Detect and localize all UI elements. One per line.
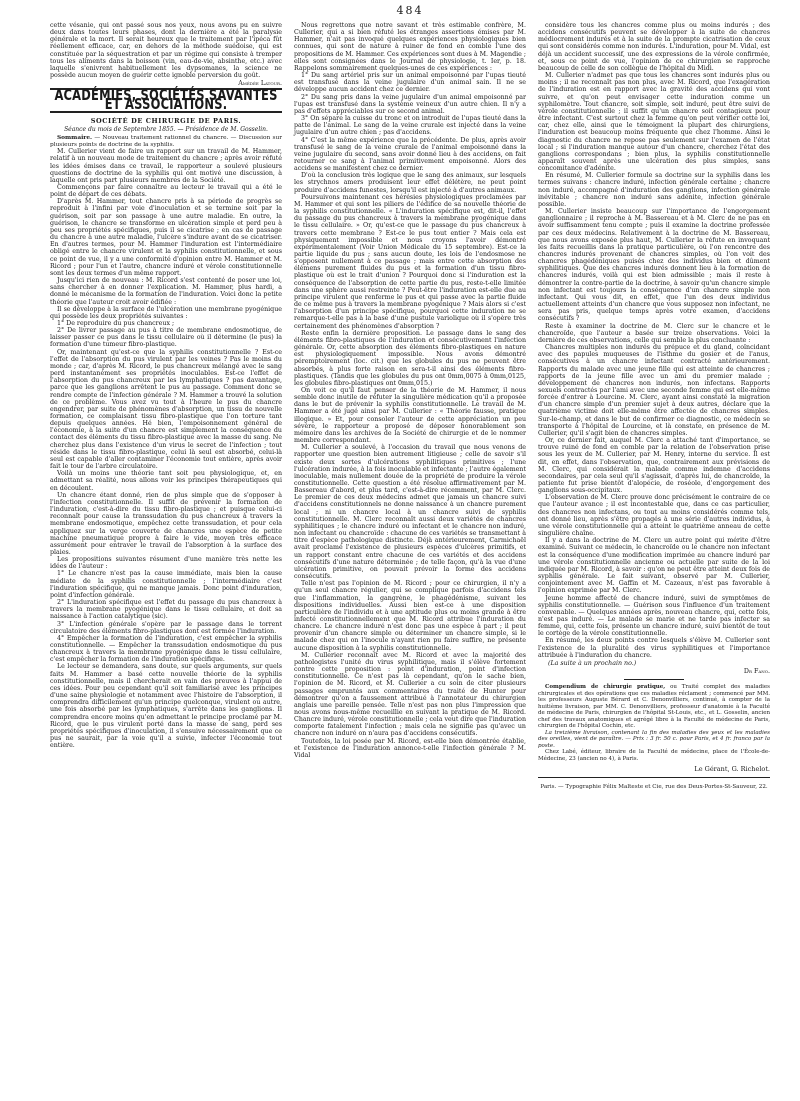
body-paragraph: Les propositions suivantes résument d'une manière très nette les idées de l'auteur : (50, 556, 282, 571)
body-paragraph: 1° Du sang artériel pris sur un animal empoisonné par l'upas tieuté est transfusé dans la veine jugulaire d'un animal sain. Il ne se développe aucun accident chez ce dernier. (294, 72, 526, 94)
body-paragraph: M. Cullerier insiste beaucoup sur l'importance de l'engorgement ganglionnaire ; il reproche à M. Bassereau et à M. Clerc de ne pas en avoir suffisamment tenu compte ; puis il examine la doctrine professée par ces deux médecins. Relativement à la doctrine de M. Bassereau, que nous avons exposée plus haut, M. Cullerier la réfute en invoquant les faits recueillis dans la pratique particulière, où l'on rencontre des chancres indurés provenant de chancres simples, où l'on voit des chancres phagédéniques puisés chez des individus bien et dûment syphilitiques. Que des chancres indurés donnent lieu à la formation de chancres indurés, voilà qui est bien admissible ; mais il reste à démontrer la contre-partie de la doctrine, à savoir qu'un chancre simple non infectant est toujours la conséquence d'un chancre simple non infectant. Qui vous dit, en effet, que l'un des deux individus actuellement atteints d'un chancre que vous supposez non infectant, ne sera pas pris, quelque temps après votre examen, d'accidens consécutifs ? (538, 208, 770, 323)
author-signature: Dr Fano. (743, 668, 770, 676)
body-paragraph: 3° L'infection générale s'opère par le passage dans le torrent circulatoire des éléments fibro-plastiques dont est formée l'induration. (50, 620, 282, 635)
body-paragraph: 2° Du sang pris dans la veine jugulaire d'un animal empoisonné par l'upas est transfusé dans la système veineux d'un autre chien. Il n'y a pas d'effets appréciables sur ce second animal. (294, 93, 526, 115)
printer-line: Paris. — Typographie Félix Malteste et Cie, rue des Deux-Portes-St-Sauveur, 22. (540, 784, 768, 791)
body-paragraph: 1° Le chancre n'est pas la cause immédiate, mais bien la cause médiate de la syphilis constitutionnelle ; l'intermédiaire c'est l'induration spécifique, qui ne manque jamais. Donc point d'induration, point d'infection générale. (50, 570, 282, 599)
body-paragraph: Toutefois, la loi posée par M. Ricord, est-elle bien démontrée établie, et l'existence de l'induration annonce-t-elle l'infection générale ? M. Vidal (294, 737, 526, 759)
body-paragraph: Le lecteur se demandera, sans doute, sur quels arguments, sur quels faits M. Hammer a basé cette nouvelle théorie de la syphilis constitutionnelle, mais il chercherait en vain des preuves à l'appui de ces idées. Pour peu cependant qu'il soit familiarisé avec les principes d'une saine physiologie et notamment avec l'histoire de l'absorption, il comprendra difficilement qu'un principe quelconque, virulent ou autre, une fois absorbé par les lymphatiques, s'arrête dans les ganglions. Il comprendra encore moins qu'en admettant le principe proclamé par M. Ricord, que le pus virulent porté dans la masse de sang, perd ses propriétés spécifiques d'inoculation, il s'ensuive nécessairement que ce pus ne saurait, par la voie qu'il a suivie, infecter l'économie tout entière. (50, 663, 282, 750)
bibliography-paragraph-2: La treizième livraison, contenant la fin des maladies des yeux et les maladies des oreilles, vient de paraître. — Prix : 3 fr. 50 c. pour Paris, et 4 fr. franco par la poste. (538, 729, 770, 749)
body-paragraph: 4° C'est la même expérience que la précédente. De plus, après avoir transfusé le sang de la veine crurale de l'animal empoisonné dans la veine jugulaire du second, sans avoir donné lieu à des accidens, on fait retourner ce sang à l'animal primitivement empoisonné. Alors des accidens se manifestent chez ce dernier. (294, 136, 526, 173)
bibliography-paragraph-3: Chez Labé, éditeur, libraire de la Faculté de médecine, place de l'École-de-Médecine, 23 (ancien no 4), à Paris. (538, 749, 770, 762)
society-name: SOCIÉTÉ DE CHIRURGIE DE PARIS. (90, 116, 242, 125)
column-2 (294, 22, 526, 759)
body-paragraph: Il y a dans la doctrine de M. Clerc un autre point qui mérite d'être examiné. Suivant ce médecin, le chancroïde ou le chancre non infectant est la conséquence d'une modification imprimée au chancre induré par une vérole constitutionnelle ancienne ou actuelle par suite de la loi indiquée par M. Ricord, à savoir : qu'on ne peut être atteint deux fois de syphilis générale. Le fait suivant, observé par M. Cullerier, conjointement avec M. Gaffin et M. Cazeaux, n'est pas favorable à l'opinion exprimée par M. Clerc. (538, 537, 770, 595)
intro-signature: Amédée Latour. (238, 80, 282, 88)
bibliography (538, 684, 770, 762)
body-paragraph: Telle n'est pas l'opinion de M. Ricord ; pour ce chirurgien, il n'y a qu'un seul chancre régulier, qui se complique parfois d'accidens tels que l'inflammation, la gangrène, le phagédénisme, suivant les dispositions individuelles. Aussi bien est-ce à une disposition particulière de l'individu et à une aptitude plus ou moins grande à être infecté constitutionnellement que M. Ricord attribue l'induration du chancre. Le chancre induré n'est donc pas une espèce à part ; il peut provenir d'un chancre simple ou déterminer un chancre simple, si le malade chez qui on l'inocule n'ayant rien pu faire suffire, ne présente aucune disposition à la syphilis constitutionnelle. (294, 580, 526, 652)
bibliography-divider (624, 679, 684, 680)
body-paragraph: M. Cullerier reconnaît avec M. Ricord et avec la majorité des pathologistes l'unité du virus syphilitique, mais il s'élève fortement contre cette proposition : point d'induration, point d'infection constitutionnelle. Ce n'est pas là cependant, qu'on le sache bien, l'opinion de M. Ricord, et M. Cullerier a cu soin de citer plusieurs passages empruntés aux commentaires du traité de Hunter pour démontrer qu'on a faussement attribué à l'annotateur du chirurgien anglais une pareille pensée. Telle n'est pas non plus l'impression que nous avons nous-même recueillie en suivant la pratique de M. Ricord. Chancre induré, vérole constitutionnelle ; cela veut dire que l'induration comporte fatalement l'infection ; mais cela ne signifie pas qu'avec un chancre non induré on n'aura pas d'accidens consécutifs. (294, 651, 527, 738)
bibliography-title: Compendium de chirurgie pratique, (545, 684, 666, 691)
session-line: Séance du mois de Septembre 1855. — Présidence de M. Gosselin. (64, 125, 268, 133)
body-paragraph: 2° L'induration spécifique est l'effet du passage du pus chancreux à travers la membrane pyogénique dans le tissu cellulaire, et doit sa naissance à l'action catalytique (sic). (50, 599, 282, 621)
body-paragraph: Jeune homme affecté de chancre induré, suivi de symptômes de syphilis constitutionnelle. — Guérison sous l'influence d'un traitement convenable. — Quelques années après, nouveau chancre, qui, cette fois, n'est pas induré. — Le malade se marie et ne tarde pas infecter sa femme, qui, cette fois, présente un chancre induré, suivi bientôt de tout le cortège de la vérole constitutionnelle. (538, 594, 770, 638)
body-paragraph: 2° De livrer passage au pus à titre de membrane endosmotique, de laisser passer ce pus dans le tissu cellulaire où il détermine (le pus) la formation d'une tumeur fibro-plastique. (50, 327, 282, 349)
bibliography-text: ou Traité complet des maladies chirurgicales et des opérations que ces maladies réclament ; commencé par MM. les professeurs Auguste Bérard et C. Denonvilliers, continué, à compter de la huitième livraison, par MM. C. Denonvilliers, professeur d'anatomie à la Faculté de médecine de Paris, chirurgien de l'hôpital St-Louis, etc., et L. Gosselin, ancien chef des travaux anatomiques et agrégé libre à la Faculté de médecine de Paris, chirurgien de l'hôpital Cochin, etc. (538, 684, 770, 730)
body-paragraph: En résumé, M. Cullerier formule sa doctrine sur la syphilis dans les termes suivans : chancre induré, infection générale certaine ; chancre non induré, accompagné d'induration des ganglions, infection générale inévitable ; chancre non induré sans adénite, infection générale possible. (538, 172, 770, 208)
body-paragraph: En résumé, les deux points contre lesquels s'élève M. Cullerier sont l'existence de la pluralité des virus syphilitiques et l'importance attribuée à l'induration du chancre. (538, 637, 770, 659)
body-paragraph: Poursuivons maintenant ces hérésies physiologiques proclamées par M. Hammer et qui sont les piliers de l'édifice de sa nouvelle théorie de la syphilis constitutionnelle. « L'induration spécifique est, dit-il, l'effet du passage du pus chancreux à travers la membrane pyogénique dans le tissu cellulaire. » Or, qu'est-ce que le passage du pus chancreux à travers cette membrane ? Est-ce le pus tout entier ? Mais cela est physiquement impossible et nous croyons l'avoir démontré expérimentalement (Voir Union Médicale du 15 septembre). Est-ce la partie liquide du pus ; sans aucun doute, les lois de l'endosmose ne s'opposent nullement à ce passage ; mais entre cette absorption des élémens purement fluides du pus et la formation d'un tissu fibro-plastique où est le trait d'union ? Pourquoi donc si l'induration est la conséquence de l'absorption de cette partie du pus, reste-t-elle limitée dans une sphère aussi restreinte ? Peut-être l'induration est-elle due au principe virulent que renferme le pus et qui passe avec la partie fluide de ce même pus à travers la membrane pyogénique ? Mais alors si c'est l'absorption d'un principe spécifique, pourquoi cette induration ne se remarque-t-elle pas à la base d'une pustule variolique où il s'opère très certainement des phénomènes d'absorption ? (294, 193, 526, 330)
summary (50, 135, 282, 148)
column-2-body (294, 22, 526, 759)
summary-text: — Nouveau traitement rationnel du chancre. — Discussion sur plusieurs points de doctrine de la syphilis. (50, 135, 282, 148)
body-paragraph: D'où la conclusion très logique que le sang des animaux, sur lesquels les strychnos amers produisent leur effet délétère, ne peut point produire d'accidens funestes, lorsqu'il est injecté à d'autres animaux. (294, 172, 526, 194)
page-number: 484 (396, 4, 424, 17)
body-paragraph: considère tous les chancres comme plus ou moins indurés ; des accidens consécutifs peuvent se développer à la suite de chancres médiocrement indurés et à la suite de la prompte cicatrisation de ceux qui sont considérés comme non indurés. L'induration, pour M. Vidal, est déjà un accident successif, une des expressions de la vérole confirmée, et, sous ce point de vue, l'opinion de ce chirurgien se rapproche beaucoup de celle de son collègue de l'hôpital du Midi. (538, 22, 770, 72)
body-paragraph: M. Cullerier a soulevé, à l'occasion du travail que nous venons de rapporter une question bien autrement litigieuse ; celle de savoir s'il existe deux sortes d'ulcérations syphilitiques primitives ; l'une l'ulcération indurée, à la fois inoculable et infectante ; l'autre également inoculable, mais nullement douée de la propriété de produire la vérole constitutionnelle. Cette question a été résolue affirmativement par M. Bassereau d'abord, et plus tard, c'est-à-dire récemment, par M. Clerc. Le premier de ces deux médecins admet que jamais un chancre suivi d'accidens constitutionnels ne donne naissance à un chancre purement local ; ni un chancre local à un chancre suivi de syphilis constitutionnelle. M. Clerc reconnaît aussi deux variétés de chancres syphilitiques ; le chancre induré ou infectant et le chancre non induré, non infectant ou chancroïde : chacune de ces variétés se transmettant à titre d'espèce pathologique distincte. Déjà antérieurement, Carmichaël avait proclamé l'existence de plusieurs espèces d'ulcères primitifs, et un rapport constant entre chacune de ces variétés et des accidens consécutifs d'une nature déterminée ; de telle façon, qu'à la vue d'une ulcération primitive, on pouvait prévoir la forme des accidens consécutifs. (294, 444, 526, 581)
intro-paragraph: cette vésanie, qui ont passé sous nos yeux, nous avons pu en suivre deux dans toutes leurs phases, dont la dernière a été la paralysie générale et la mort. Il serait heureux que le traitement par l'ipéca fût réellement efficace, car, en dehors de la méthode suédoise, qui est constituée par la séquestration et par un régime qui consiste à tremper tous les aliments dans la boisson (vin, eau-de-vie, absinthe, etc.) avec laquelle s'enivrent habituellement les dypsomanes, la science ne possède aucun moyen de guérir cette ignoble perversion du goût. (50, 22, 282, 80)
body-paragraph: Reste enfin la dernière proposition. Le passage dans le sang des éléments fibro-plastiques de l'induration et consécutivement l'infection générale. Or, cette absorption des éléments fibro-plastiques en nature est physiologiquement impossible. Nous avons démontré péremptoirement (loc. cit.) que les globules du pus ne peuvent être absorbés, à plus forte raison en sera-t-il ainsi des éléments fibro-plastiques. (Tandis que les globules du pus ont 0mm,0075 à 0mm,0125, les globules fibro-plastiques ont 0mm,015.) (294, 329, 526, 387)
body-paragraph: M. Cullerier n'admet pas que tous les chancres sont indurés plus ou moins ; il ne reconnaît pas non plus, avec M. Ricord, que l'exagération de l'induration est en rapport avec la gravité des accidens qui vont suivre, et qu'on peut envisager cette induration comme un syphilomètre. Tout chancre, soit simple, soit induré, peut être suivi de vérole constitutionnelle ; il suffit qu'un chancre soit contagieux pour être infectant. C'est surtout chez la femme qu'on peut vérifier cette loi, car, chez elle, ainsi que le témoignent la plupart des chirurgiens, l'induration est beaucoup moins fréquente que chez l'homme. Ainsi le diagnostic du chancre ne repose pas seulement sur l'examen de l'état local ; si l'induration manque autour d'un chancre, cherchez l'état des ganglions correspondans ; bien plus, la syphilis constitutionnelle apparaît souvent après une ulcération des plus simples, sans concomitance d'adénite. (538, 72, 770, 173)
column-3-body (538, 22, 770, 659)
to-be-continued: (La suite à un prochain no.) (548, 659, 637, 667)
body-paragraph: On voit ce qu'il faut penser de la théorie de M. Hammer, il nous semble donc inutile de réfuter la singulière médication qu'il a proposée dans le but de prévenir la syphilis constitutionnelle. Le travail de M. Hammer a été jugé ainsi par M. Cullerier : « Théorie fausse, pratique illogique. » Et, pour consoler l'auteur de cette appréciation un peu sévère, le rapporteur a proposé de déposer honorablement son mémoire dans les archives de la Société de chirurgie et de le nommer membre correspondant. (294, 386, 526, 445)
body-paragraph: 4° Empêcher la formation de l'induration, c'est empêcher la syphilis constitutionnelle. — Empêcher la transsudation endosmotique du pus chancreux à travers la membrane pyogénique dans le tissu cellulaire, c'est empêcher la formation de l'induration spécifique. (50, 634, 282, 664)
body-paragraph: Chancres multiples non indurés du prépuce et du gland, coïncidant avec des papules muqueuses de l'isthme du gosier et de l'anus, consécutives à un chancre infectant contracté antérieurement. Rapports du malade avec une jeune fille qui est atteinte de chancres ; rapports de la jeune fille avec un ami du premier malade ; développement de chancres non indurés, non infectans. Rapports sexuels contractés par l'ami avec une seconde femme qui est elle-même forcée d'entrer à Lourcine. M. Clerc, ayant ainsi constaté la migration d'un chancre simple d'un premier sujet à deux autres, déclare que la quatrième victime doit elle-même être affectée de chancres simples. Sur-le-champ, et dans le but de confirmer ce diagnostic, ce médecin se transporte à l'hôpital de Lourcine, et là constate, en présence de M. Cullerier, qu'il s'agit bien de chancres simples. (538, 344, 770, 437)
newspaper-page (50, 0, 770, 1101)
printer-divider (538, 777, 770, 778)
body-paragraph: 3° On sépare la cuisse du tronc et on introduit de l'upas tieuté dans la patte de l'animal. Le sang de la veine crurale est injecté dans la veine jugulaire d'un autre chien ; pas d'accidens. (294, 115, 526, 137)
body-paragraph: Voilà un moins une théorie tant soit peu physiologique, et, en admettant sa réalité, nous allons voir les principes thérapeutiques qui en découlent. (50, 470, 282, 492)
body-paragraph: Nous regrettons que notre savant et très estimable confrère, M. Cullerier, qui a si bien réfuté les étranges assertions émises par M. Hammer, n'ait pas invoqué quelques expériences physiologiques bien connues, qui sont de nature à ruiner de fond en comble l'une des propositions de M. Hammer. Ces expériences sont dues à M. Magendie ; elles sont consignées dans le Journal de physiologie, t. Ier, p. 18. Rappelons sommairement quelques-unes de ces expériences : (294, 22, 526, 72)
body-paragraph: Or, ce dernier fait, auquel M. Clerc a attaché tant d'importance, se trouve ruiné de fond en comble par la relation de l'observation prise sous les yeux de M. Cullerier, par M. Henry, interne du service. Il est dit, en effet, dans l'observation, que, contrairement aux prévisions de M. Clerc, qui considérait la malade comme indemne d'accidens secondaires, par cela seul qu'il s'agissait, d'après lui, de chancroïde, la patiente fut prise bientôt d'alopécie, de roséole, d'engorgement des ganglions sous-occipitaux. (538, 437, 770, 495)
body-paragraph: Un chancre étant donné, rien de plus simple que de s'opposer à l'infection constitutionnelle. Il suffit de prévenir la formation de l'induration, c'est-à-dire du tissu fibro-plastique ; et puisque celui-ci reconnaît pour cause la transsudation du pus chancreux à travers la membrane endosmotique, empêchez cette transsudation, et pour cela appliquez sur la verge couverte de chancres une espèce de petite machine pneumatique propre à faire le vide, moyen très efficace assurément pour entraver le travail de l'absorption à la surface des plaies. (50, 491, 282, 556)
body-paragraph: L'observation de M. Clerc prouve donc précisément le contraire de ce que l'auteur avance ; il est incontestable que, dans ce cas particulier, des chancres non infectans, ou tout au moins considérés comme tels, ont donné lieu, après s'être propagés à une série d'autres individus, à une vérole constitutionnelle qui a atteint le quatrième anneau de cette singulière chaîne. (538, 494, 770, 538)
body-paragraph: Or, maintenant qu'est-ce que la syphilis constitutionnelle ? Est-ce l'effet de l'absorption du pus virulent par les veines ? Pas le moins du monde ; car, d'après M. Ricord, le pus chancreux mélangé avec le sang perd instantanément ses propriétés inoculables. Est-ce l'effet de l'absorption du pus chancreux par les lymphatiques ? pas davantage, parce que les ganglions arrêtent le pus au passage. Comment donc se rendre compte de l'infection générale ? M. Hammer a trouvé la solution de ce problème. Vous avez vu tout à l'heure le pus du chancre engendrer, par suite de phénomènes d'absorption, un tissu de nouvelle formation, ce complaisant tissu fibro-plastique que l'on torture tant depuis quelques années. Hé bien, l'empoisonnement général de l'économie, à la suite d'un chancre est simplement la conséquence du contact des éléments du tissu fibro-plastique avec la masse du sang. Ne cherchez plus dans l'existence d'un virus le secret de l'infection ; tout réside dans le tissu fibro-plastique, celui là seul est absorbé, celui-là seul est capable d'aller contaminer l'économie tout entière, après avoir fait le tour de l'arbre circulatoire. (50, 348, 282, 471)
section-title: ACADÉMIES, SOCIÉTÉS SAVANTES ET ASSOCIATIONS. (54, 86, 278, 114)
body-paragraph: 1° De reproduire du pus chancreux ; (57, 319, 175, 327)
body-paragraph: Commençons par faire connaître au lecteur le travail qui a été le point de départ de ces débats. (50, 184, 282, 199)
body-paragraph: Reste à examiner la doctrine de M. Clerc sur le chancre et le chancroïde, que l'auteur a basée sur treize observations. Voici la dernière de ces observations, celle qui semble la plus concluante : (538, 322, 770, 344)
manager-signature: Le Gérant, G. Richelot. (694, 765, 770, 774)
column-3 (538, 22, 770, 792)
body-paragraph: M. Cullerier vient de faire un rapport sur un travail de M. Hammer, relatif à un nouveau mode de traitement du chancre ; après avoir réfuté les idées émises dans ce travail, le rapporteur a soulevé plusieurs questions de doctrine de la syphilis qui ont motivé une discussion, à laquelle ont pris part plusieurs membres de la Société. (50, 148, 282, 184)
body-paragraph: Il se développe à la surface de l'ulcération une membrane pyogénique qui possède les deux propriétés suivantes : (50, 305, 282, 320)
column-1-body (50, 148, 282, 749)
column-1 (50, 22, 282, 749)
body-paragraph: D'après M. Hammer, tout chancre pris à sa période de progrès se reproduit à l'infini par voie d'inoculation et se termine soit par la guérison, soit par son passage à une autre maladie. En outre, la guérison, le chancre se transforme en ulcération simple et perd peu à peu ses propriétés spécifiques, puis il se cicatrise ; en cas de passage du chancre à une autre maladie, l'ulcère s'indure avant de se cicatriser. En d'autres termes, pour M. Hammer l'induration est l'intermédiaire obligé entre le chancre virulent et la syphilis constitutionnelle, et sous ce point de vue, il y a une conformité d'opinion entre M. Hammer et M. Ricord ; pour l'un et l'autre, chancre induré et vérole constitutionnelle sont les deux termes d'un même rapport. (50, 198, 282, 277)
summary-label: Sommaire. (57, 135, 93, 142)
body-paragraph: Jusqu'ici rien de nouveau : M. Ricord s'est contenté de poser une loi, sans chercher à en donner l'explication. M. Hammer, plus hardi, a donné le mécanisme de la formation de l'induration. Voici donc la petite théorie que l'auteur croit avoir édifiée : (50, 277, 282, 306)
